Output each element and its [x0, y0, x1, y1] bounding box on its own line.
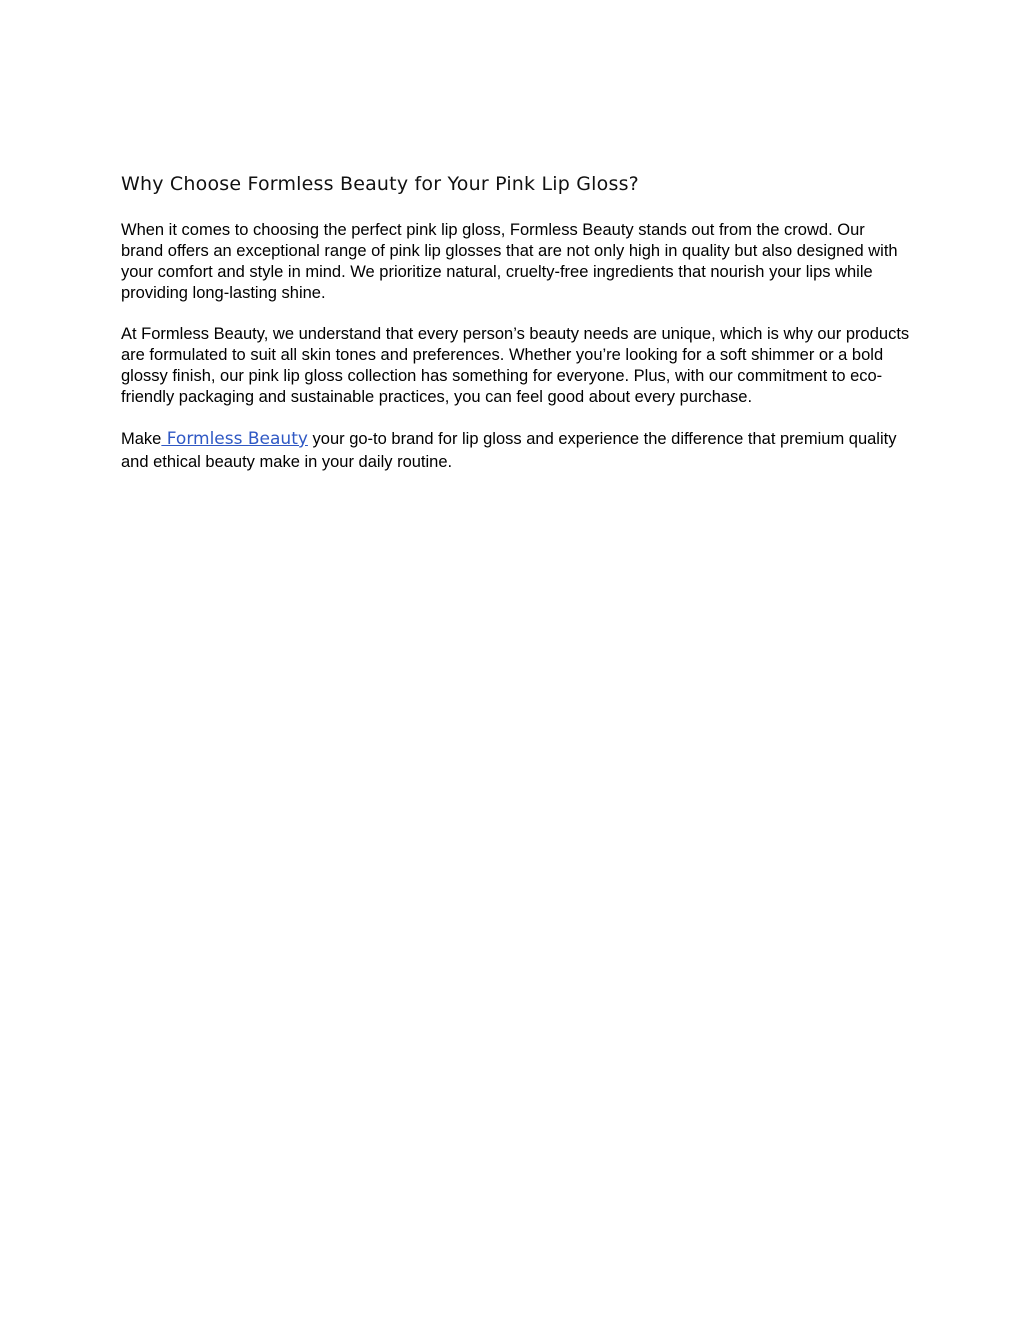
document-title: Why Choose Formless Beauty for Your Pink Lip Gloss?	[121, 173, 639, 195]
paragraph-closing	[121, 428, 911, 474]
paragraph-values: At Formless Beauty, we understand that every person’s beauty needs are unique, which is why our products are formulated to suit all skin tones and preferences. Whether you’re looking for a soft shimmer or a bold glossy finish, our pink lip gloss collection has something for everyone. Plus, with our commitment to eco-friendly packaging and sustainable practices, you can feel good about every purchase.	[121, 325, 910, 406]
formless-beauty-link[interactable]: Formless Beauty	[161, 429, 308, 449]
document-body	[121, 170, 911, 474]
closing-prefix: Make	[121, 430, 162, 448]
paragraph-intro: When it comes to choosing the perfect pink lip gloss, Formless Beauty stands out from the crowd. Our brand offers an exceptional range of pink lip glosses that are not only high in quality but also designed with your comfort and style in mind. We prioritize natural, cruelty-free ingredients that nourish your lips while providing long-lasting shine.	[121, 221, 898, 302]
closing-suffix: your go-to brand for lip gloss and experience the difference that premium quality and ethical beauty make in your daily routine.	[121, 430, 897, 471]
